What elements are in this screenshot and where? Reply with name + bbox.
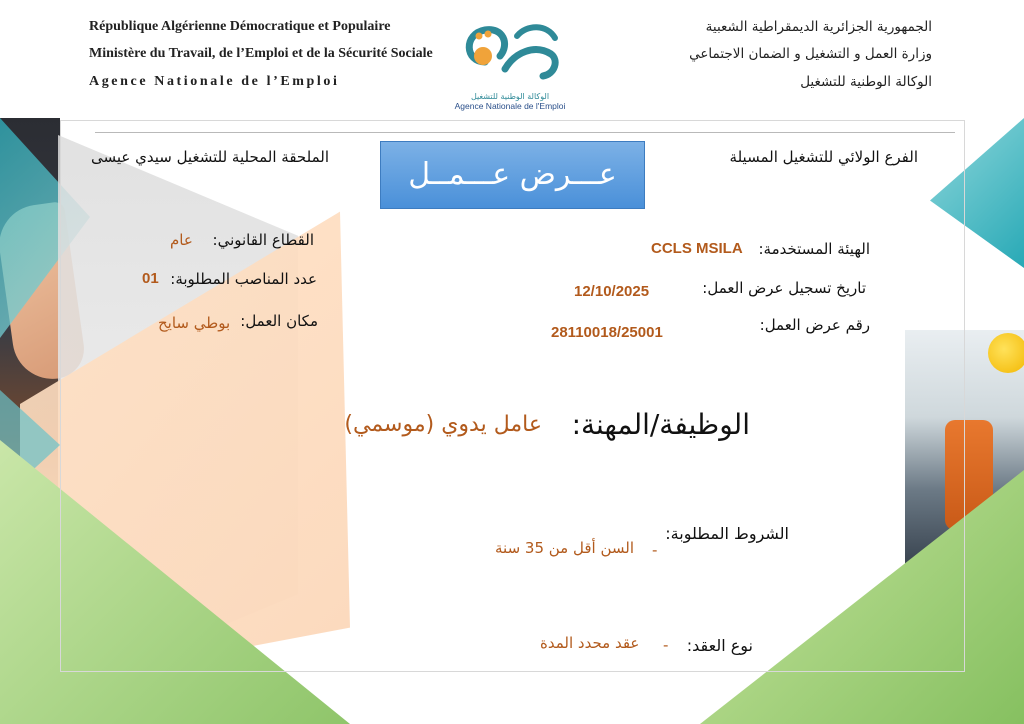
job-label: الوظيفة/المهنة:: [571, 408, 750, 441]
registration-date-value: 12/10/2025: [574, 283, 650, 300]
workplace-label: مكان العمل:: [240, 312, 318, 330]
offer-number-label: رقم عرض العمل:: [759, 316, 870, 334]
workplace-value: بوطي سايح: [158, 314, 231, 332]
branch-right: الفرع الولائي للتشغيل المسيلة: [729, 148, 918, 166]
logo-arabic-text: الوكالة الوطنية للتشغيل: [470, 92, 550, 101]
helmet-shape: [988, 333, 1024, 373]
job-offer-title-banner: عـــرض عـــمــل: [380, 141, 645, 209]
positions-count-label: عدد المناصب المطلوبة:: [170, 270, 317, 288]
header-divider: [95, 132, 955, 133]
employer-label: الهيئة المستخدمة:: [758, 240, 870, 258]
logo-mark-icon: [455, 14, 565, 86]
fr-agency-line: Agence Nationale de l’Emploi: [89, 74, 340, 89]
logo-french-text: Agence Nationale de l'Emploi: [454, 101, 566, 111]
ar-republic-line: الجمهورية الجزائرية الديمقراطية الشعبية: [705, 19, 932, 35]
anem-logo: [450, 14, 570, 124]
conditions-dash: -: [652, 541, 658, 559]
contract-dash: -: [663, 636, 669, 654]
contract-type-value: عقد محدد المدة: [540, 634, 640, 652]
legal-sector-value: عام: [170, 231, 193, 249]
ar-ministry-line: وزارة العمل و التشغيل و الضمان الاجتماعي: [689, 46, 932, 62]
branch-left: الملحقة المحلية للتشغيل سيدي عيسى: [90, 148, 329, 166]
conditions-label: الشروط المطلوبة:: [665, 524, 789, 543]
conditions-value: السن أقل من 35 سنة: [495, 539, 634, 557]
offer-number-value: 28110018/25001: [551, 324, 663, 341]
fr-republic-line: République Algérienne Démocratique et Populaire: [89, 19, 391, 34]
contract-type-label: نوع العقد:: [686, 636, 753, 655]
positions-count-value: 01: [142, 270, 159, 287]
job-value: عامل يدوي (موسمي): [344, 412, 542, 437]
legal-sector-label: القطاع القانوني:: [212, 231, 314, 249]
ar-agency-line: الوكالة الوطنية للتشغيل: [800, 74, 932, 90]
employer-value: CCLS MSILA: [651, 240, 743, 257]
registration-date-label: تاريخ تسجيل عرض العمل:: [702, 279, 866, 297]
fr-ministry-line: Ministère du Travail, de l’Emploi et de la Sécurité Sociale: [89, 46, 433, 61]
